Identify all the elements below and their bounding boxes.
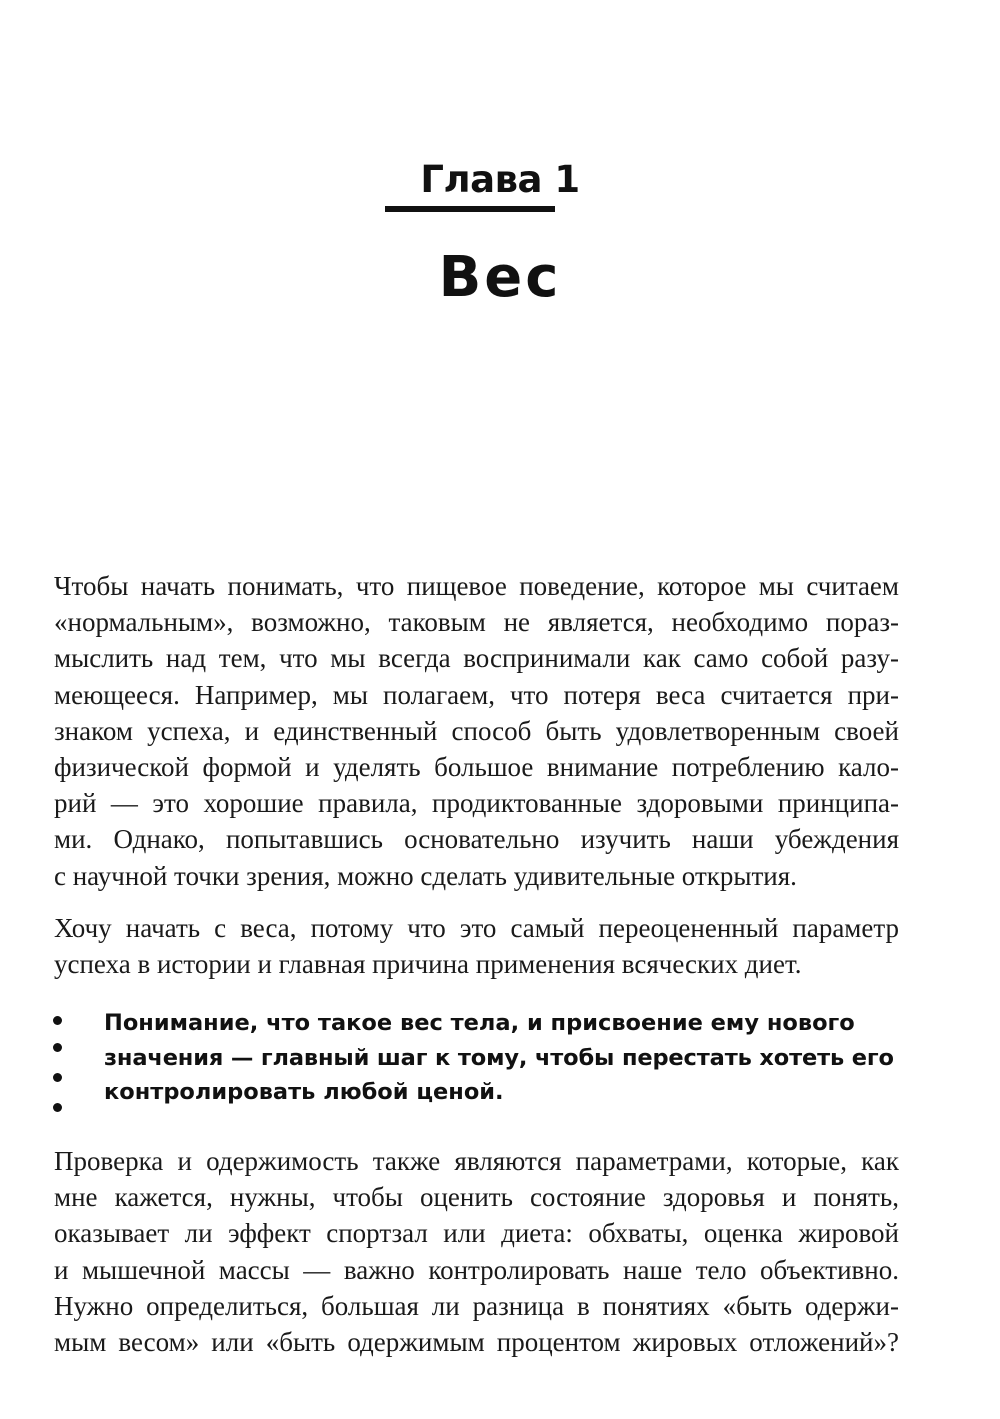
paragraph-line: успеха в истории и главная причина применения всяческих диет. [54,949,802,980]
callout-line: контролировать любой ценой. [104,1079,504,1105]
paragraph-line: с научной точки зрения, можно сделать удивительные открытия. [54,860,797,891]
paragraph-line: рий — это хорошие правила, продиктованные здоровыми принципа- [54,788,899,819]
paragraph-line: физической формой и уделять большое внимание потреблению кало- [54,752,899,783]
paragraph-line: Проверка и одержимость также являются параметрами, которые, как [54,1146,899,1176]
bullet-dot [53,1016,62,1025]
chapter-label: Глава 1 [420,158,580,201]
paragraph-line: меющееся. Например, мы полагаем, что потеря веса считается при- [54,679,899,710]
callout-line: значения — главный шаг к тому, чтобы перестать хотеть его [104,1044,894,1071]
paragraph-line: мым весом» или «быть одержимым процентом жировых отложений»? [54,1327,899,1358]
paragraph-line: ми. Однако, попытавшись основательно изучить наши убеждения [54,824,899,855]
paragraph-intro [54,568,899,894]
bullet-dot [53,1073,62,1082]
paragraph-line: «нормальным», возможно, таковым не является, необходимо пораз- [54,607,899,638]
paragraph-line: Чтобы начать понимать, что пищевое поведение, которое мы считаем [54,571,899,601]
paragraph-line: знаком успеха, и единственный способ быть удовлетворенным своей [54,715,899,746]
paragraph-line: мне кажется, нужны, чтобы оценить состояние здоровья и понять, [54,1182,899,1213]
paragraph-obsession [54,1143,899,1360]
callout-line: Понимание, что такое вес тела, и присвоение ему нового [104,1010,855,1036]
paragraph-line: оказывает ли эффект спортзал или диета: обхваты, оценка жировой [54,1218,899,1249]
chapter-divider [385,206,555,212]
callout-highlight [104,1006,894,1110]
paragraph-weight [54,910,899,982]
paragraph-line: и мышечной массы — важно контролировать наше тело объективно. [54,1254,899,1285]
paragraph-line: мыслить над тем, что мы всегда воспринимали как само собой разу- [54,643,899,674]
paragraph-line: Нужно определиться, большая ли разница в понятиях «быть одержи- [54,1290,899,1321]
bullet-dot [53,1103,62,1112]
paragraph-line: Хочу начать с веса, потому что это самый переоцененный параметр [54,913,899,943]
bullet-dot [53,1043,62,1052]
chapter-title: Вес [438,245,562,310]
